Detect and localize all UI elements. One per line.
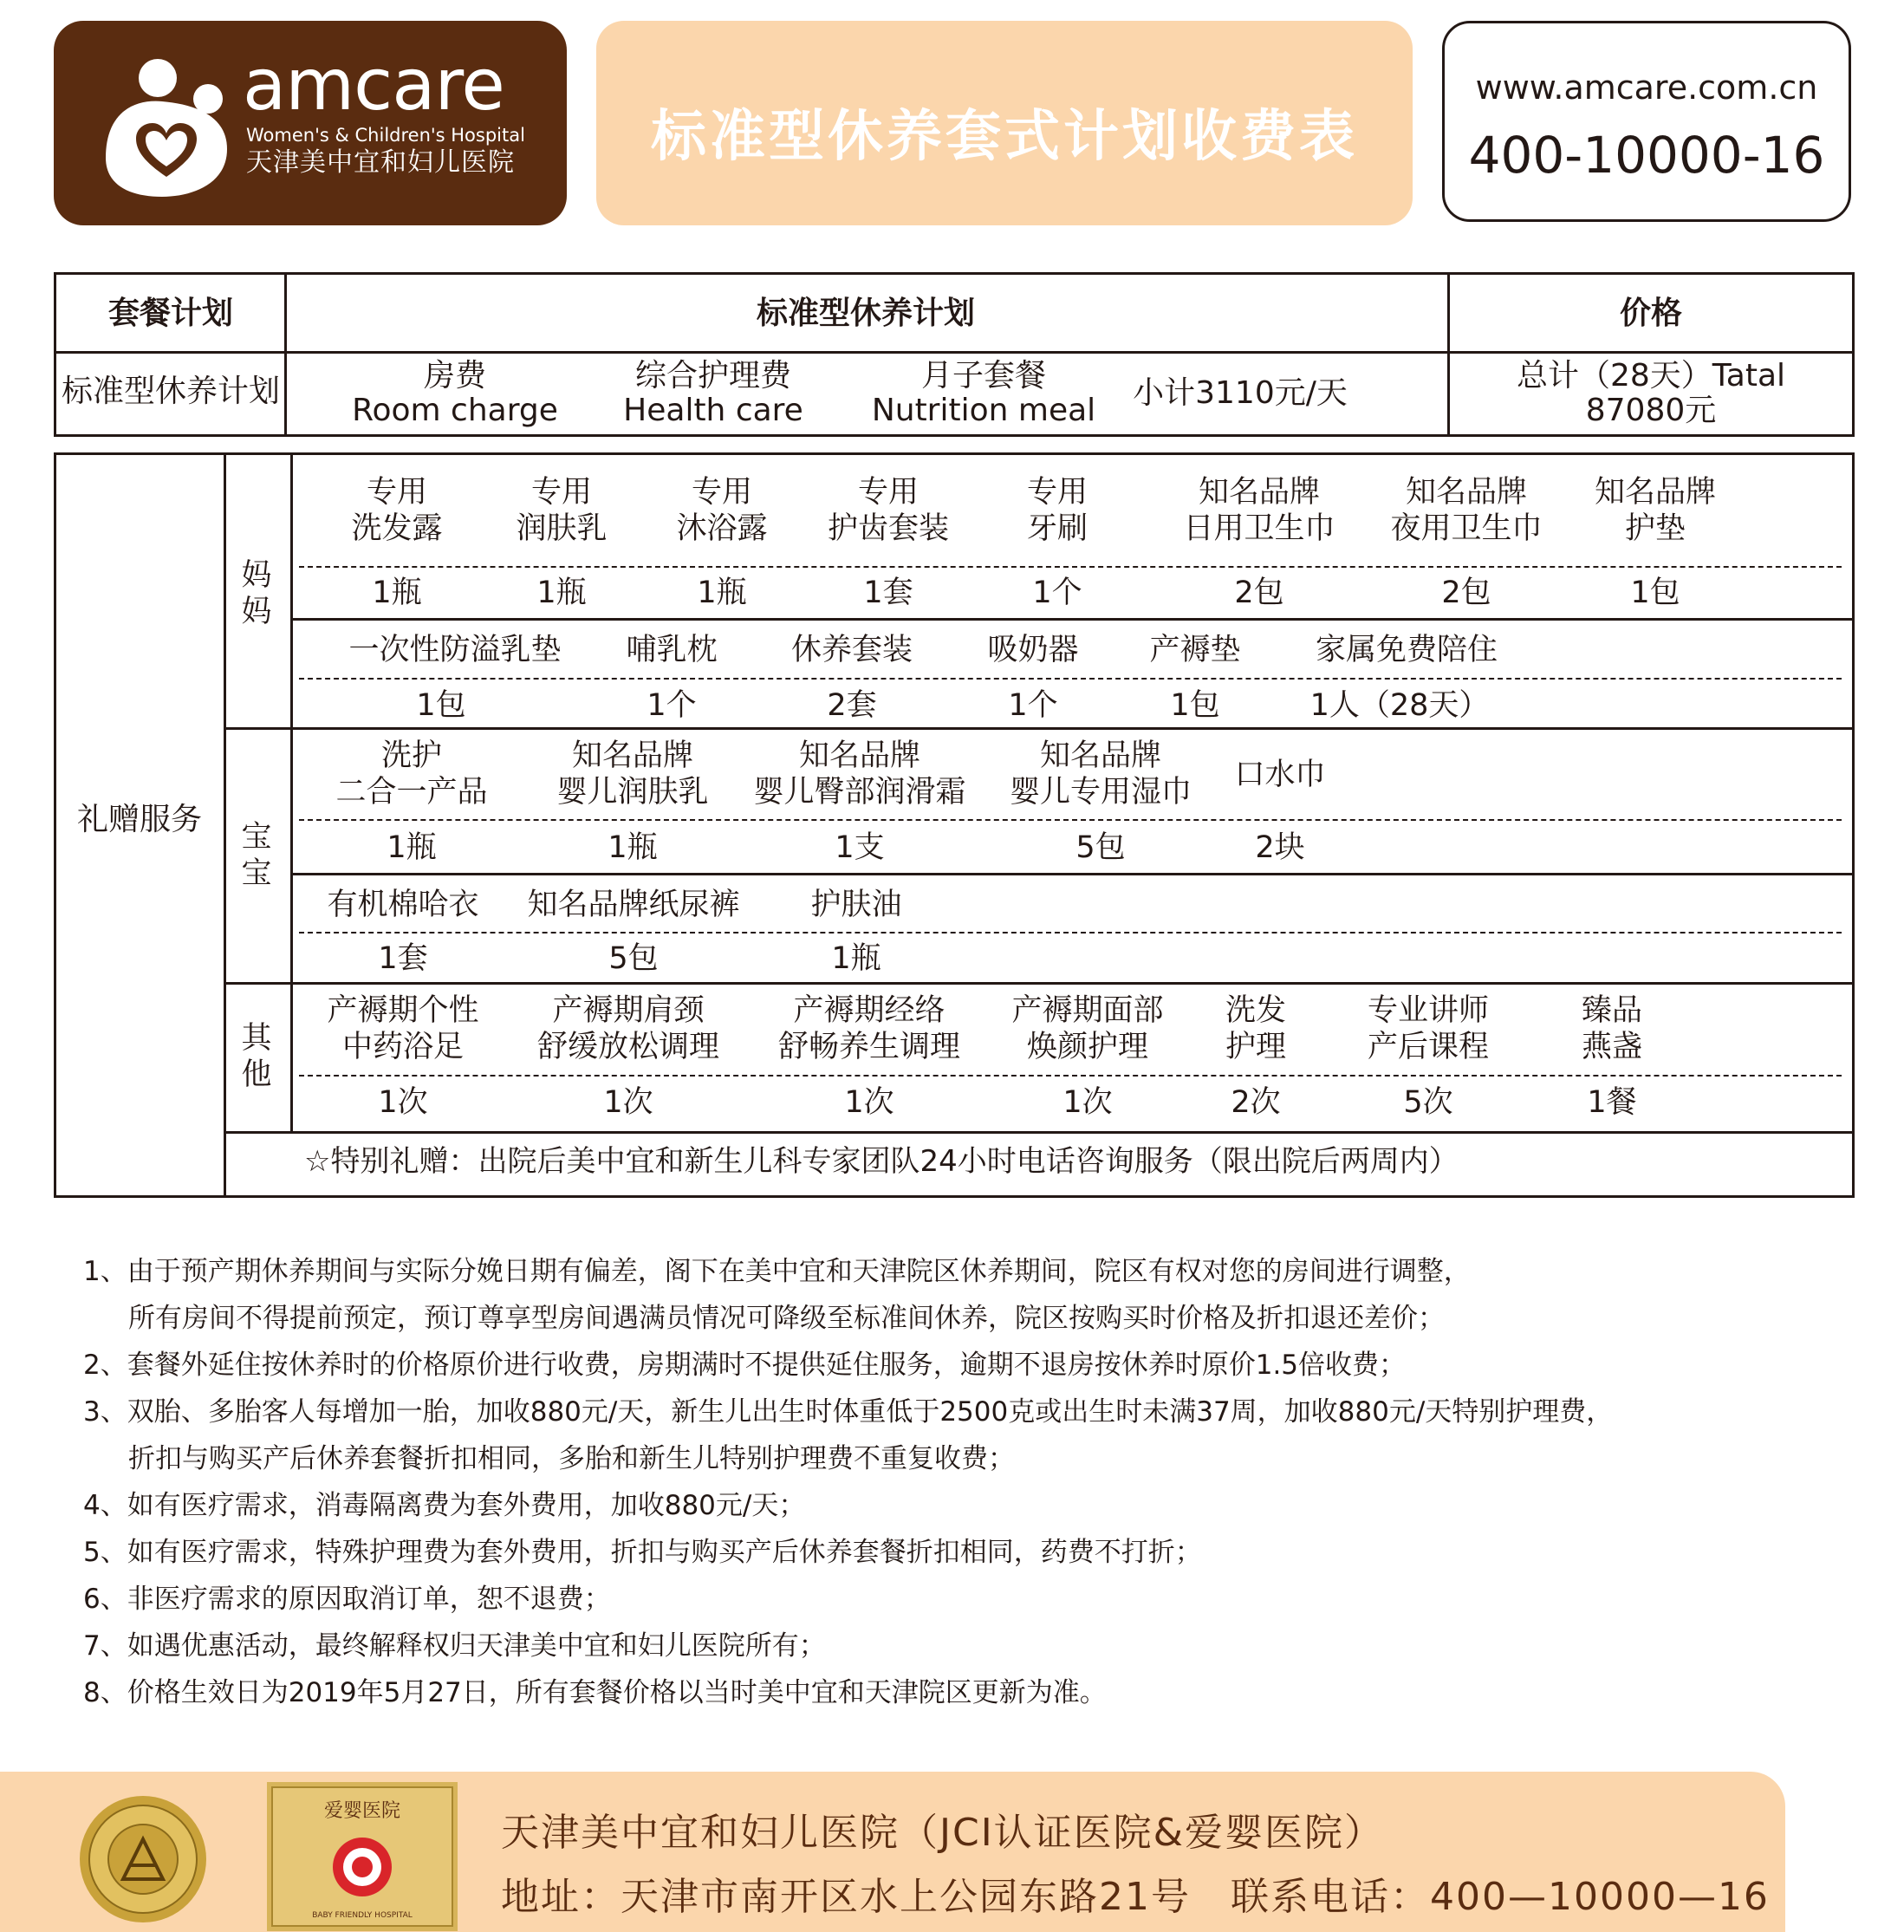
special-gift-note: ☆特别礼赠：出院后美中宜和新生儿科专家团队24小时电话咨询服务（限出院后两周内） — [304, 1144, 1459, 1179]
gift-qty: 1包 — [416, 688, 466, 723]
brand-subtitle-cn: 天津美中宜和妇儿医院 — [246, 147, 515, 178]
nutrition-meal-en: Nutrition meal — [871, 393, 1096, 428]
baby-friendly-hospital-seal-icon — [267, 1782, 458, 1931]
gift-qty: 1套 — [863, 576, 913, 610]
gift-item: 知名品牌纸尿裤 — [527, 888, 740, 922]
gift-item: 洗发 护理 — [1225, 993, 1287, 1064]
note-item: 4、如有医疗需求，消毒隔离费为套外费用，加收880元/天； — [83, 1490, 806, 1521]
note-item: 所有房间不得提前预定，预订尊享型房间遇满员情况可降级至标准间休养，院区按购买时价格及折扣退还差价； — [128, 1303, 1445, 1334]
gift-qty: 1瓶 — [697, 576, 747, 610]
note-item: 3、双胎、多胎客人每增加一胎，加收880元/天，新生儿出生时体重低于2500克或出生时未满37周，加收880元/天特别护理费， — [83, 1396, 1614, 1428]
gift-qty: 1人（28天） — [1309, 688, 1490, 723]
gift-item: 吸奶器 — [987, 633, 1079, 667]
gift-qty: 2套 — [827, 688, 877, 723]
gift-item: 洗护 二合一产品 — [335, 738, 488, 810]
brand-logo-panel — [54, 21, 567, 225]
gift-qty: 1个 — [647, 688, 697, 723]
gift-qty: 1支 — [835, 830, 885, 865]
gift-qty: 1套 — [378, 941, 428, 976]
room-charge-cn: 房费 — [423, 358, 487, 394]
contact-box — [1442, 21, 1851, 222]
gift-item: 产褥期个性 中药浴足 — [327, 993, 479, 1064]
gift-item: 专用 牙刷 — [1026, 475, 1088, 546]
title-banner — [596, 21, 1413, 225]
gift-qty: 1次 — [603, 1085, 653, 1120]
terms-notes — [83, 1248, 1816, 1716]
jci-seal-icon — [78, 1794, 208, 1924]
note-item: 8、价格生效日为2019年5月27日，所有套餐价格以当时美中宜和天津院区更新为准。 — [83, 1677, 1107, 1708]
note-item: 7、如遇优惠活动，最终解释权归天津美中宜和妇儿医院所有； — [83, 1630, 826, 1662]
subtotal: 小计3110元/天 — [1133, 375, 1348, 411]
gift-item: 产褥垫 — [1149, 633, 1241, 667]
footer-banner — [0, 1772, 1785, 1932]
footer-hospital-name: 天津美中宜和妇儿医院（JCI认证医院&爱婴医院） — [501, 1811, 1384, 1855]
gift-qty: 1瓶 — [536, 576, 587, 610]
gift-table — [54, 452, 1855, 1198]
gift-qty: 1餐 — [1587, 1085, 1637, 1120]
note-item: 5、如有医疗需求，特殊护理费为套外费用，折扣与购买产后休养套餐折扣相同，药费不打折； — [83, 1537, 1202, 1568]
gift-item: 休养套装 — [790, 633, 913, 667]
plan-table — [54, 272, 1855, 437]
gift-item: 口水巾 — [1234, 758, 1326, 792]
mother-child-heart-icon — [97, 54, 244, 201]
gift-item: 专用 沐浴露 — [676, 475, 768, 546]
gift-qty: 2次 — [1231, 1085, 1281, 1120]
health-care-cn: 综合护理费 — [634, 358, 792, 394]
gift-qty: 5包 — [608, 941, 659, 976]
gift-item: 知名品牌 日用卫生巾 — [1183, 475, 1335, 546]
gift-qty: 2块 — [1255, 830, 1305, 865]
gift-item: 知名品牌 夜用卫生巾 — [1390, 475, 1543, 546]
footer-address-phone: 地址：天津市南开区水上公园东路21号 联系电话：400—10000—16 — [501, 1875, 1770, 1919]
gift-qty: 5次 — [1403, 1085, 1453, 1120]
gift-item: 有机棉哈衣 — [327, 888, 479, 922]
gift-item: 哺乳枕 — [626, 633, 718, 667]
total-label: 总计（28天）Tatal — [1516, 358, 1786, 394]
gift-qty: 1包 — [1170, 688, 1220, 723]
group-label-other: 其他 — [241, 1021, 272, 1092]
header-standard-plan: 标准型休养计划 — [756, 296, 976, 331]
page-title: 标准型休养套式计划收费表 — [651, 105, 1358, 169]
gift-qty: 2包 — [1441, 576, 1491, 610]
gift-item: 专业讲师 产后课程 — [1367, 993, 1490, 1064]
gift-item: 知名品牌 婴儿臀部润滑霜 — [753, 738, 966, 810]
gift-qty: 1包 — [1630, 576, 1680, 610]
gift-item: 护肤油 — [810, 888, 902, 922]
gift-qty: 1个 — [1032, 576, 1082, 610]
group-label-mom: 妈妈 — [241, 558, 272, 629]
group-label-baby: 宝宝 — [241, 820, 272, 891]
room-charge-en: Room charge — [352, 393, 558, 428]
header-price: 价格 — [1619, 296, 1683, 331]
gift-item: 知名品牌 婴儿润肤乳 — [556, 738, 709, 810]
gift-item: 产褥期肩颈 舒缓放松调理 — [536, 993, 720, 1064]
header-plan: 套餐计划 — [107, 296, 234, 331]
note-item: 2、套餐外延住按休养时的价格原价进行收费，房期满时不提供延住服务，逾期不退房按休养时原价1.5倍收费； — [83, 1350, 1407, 1381]
gift-item: 专用 护齿套装 — [827, 475, 950, 546]
gift-qty: 1瓶 — [372, 576, 422, 610]
health-care-en: Health care — [623, 393, 803, 428]
gift-qty: 5包 — [1075, 830, 1126, 865]
gift-qty: 2包 — [1234, 576, 1284, 610]
brand-name: amcare — [243, 44, 504, 127]
gift-qty: 1次 — [844, 1085, 894, 1120]
gift-item: 知名品牌 婴儿专用湿巾 — [1009, 738, 1192, 810]
gift-section-label: 礼赠服务 — [76, 802, 203, 837]
gift-item: 知名品牌 护垫 — [1594, 475, 1717, 546]
gift-qty: 1瓶 — [387, 830, 437, 865]
gift-qty: 1次 — [378, 1085, 428, 1120]
gift-item: 产褥期经络 舒畅养生调理 — [777, 993, 961, 1064]
row-plan-label: 标准型休养计划 — [61, 374, 281, 409]
gift-qty: 1个 — [1008, 688, 1058, 723]
gift-item: 产褥期面部 焕颜护理 — [1011, 993, 1164, 1064]
gift-qty: 1次 — [1062, 1085, 1113, 1120]
gift-qty: 1瓶 — [608, 830, 658, 865]
gift-item: 专用 润肤乳 — [516, 475, 608, 546]
gift-item: 家属免费陪住 — [1315, 633, 1498, 667]
note-item: 1、由于预产期休养期间与实际分娩日期有偏差，阁下在美中宜和天津院区休养期间，院区有权对您的房间进行调整， — [83, 1256, 1471, 1287]
gift-item: 专用 洗发露 — [351, 475, 443, 546]
gift-item: 臻品 燕盏 — [1581, 993, 1643, 1064]
phone-number[interactable]: 400-10000-16 — [1468, 126, 1825, 185]
gift-qty: 1瓶 — [831, 941, 881, 976]
svg-text:BABY FRIENDLY HOSPITAL: BABY FRIENDLY HOSPITAL — [312, 1911, 413, 1920]
gift-item: 一次性防溢乳垫 — [348, 633, 562, 667]
note-item: 折扣与购买产后休养套餐折扣相同，多胎和新生儿特别护理费不重复收费； — [128, 1443, 1015, 1474]
svg-text:爱婴医院: 爱婴医院 — [323, 1800, 401, 1822]
website-link[interactable]: www.amcare.com.cn — [1475, 68, 1818, 107]
brand-subtitle-en: Women's & Children's Hospital — [246, 125, 525, 146]
total-price: 87080元 — [1585, 393, 1717, 428]
nutrition-meal-cn: 月子套餐 — [920, 358, 1047, 394]
note-item: 6、非医疗需求的原因取消订单，恕不退费； — [83, 1584, 611, 1615]
